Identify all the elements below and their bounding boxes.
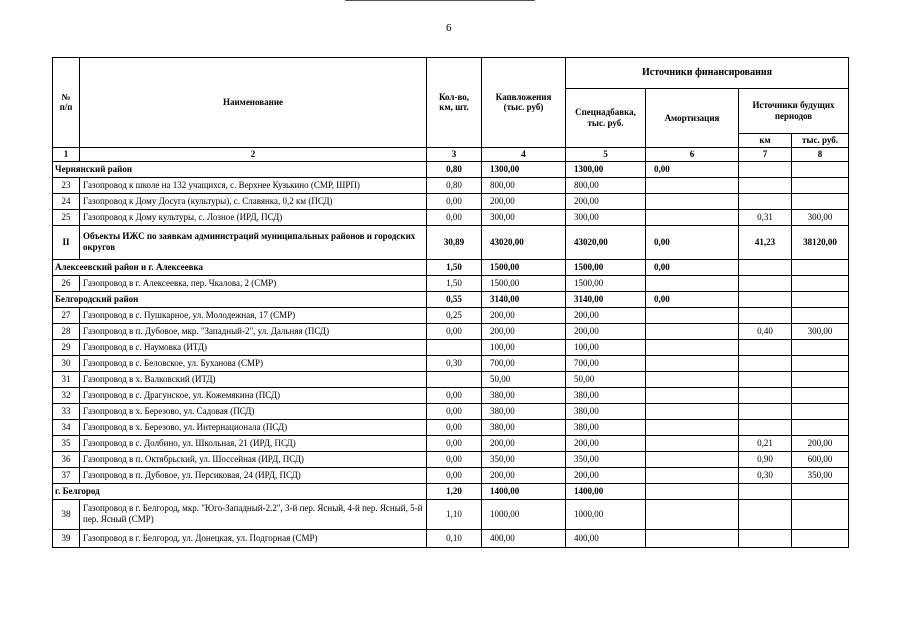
header-no: № п/п: [53, 58, 80, 148]
column-numbers-row: [53, 147, 849, 161]
cell-amortization: [646, 467, 739, 483]
cell-surcharge: 800,00: [566, 177, 646, 193]
cell-amortization: [646, 307, 739, 323]
cell-rub: [792, 499, 849, 529]
section-name: Алексеевский район и г. Алексеевка: [53, 259, 427, 275]
cell-capex: 700,00: [482, 355, 566, 371]
cell-capex: 200,00: [482, 193, 566, 209]
cell-km: [739, 307, 792, 323]
cell-capex: 100,00: [482, 339, 566, 355]
row-number: 26: [53, 275, 80, 291]
cell-surcharge: 200,00: [566, 323, 646, 339]
table-row: [53, 307, 849, 323]
row-name: Газопровод в г. Белгород, мкр. "Юго-Западный-2.2", 3-й пер. Ясный, 4-й пер. Ясный, 5-й пер. Ясный (СМР): [80, 499, 427, 529]
cell-capex: 50,00: [482, 371, 566, 387]
table-row: [53, 339, 849, 355]
row-name: Газопровод в п. Дубовое, мкр. "Западный-2", ул. Дальняя (ПСД): [80, 323, 427, 339]
cell-qty: 0,00: [427, 209, 482, 225]
cell-surcharge: 380,00: [566, 403, 646, 419]
row-number: 34: [53, 419, 80, 435]
header-sources: Источники финансирования: [566, 58, 849, 89]
cell-rub: [792, 387, 849, 403]
row-number: 38: [53, 499, 80, 529]
cell-amortization: [646, 177, 739, 193]
section-row: [53, 291, 849, 307]
row-name: Газопровод в х. Валковский (ИТД): [80, 371, 427, 387]
row-number: II: [53, 225, 80, 259]
table-row: [53, 403, 849, 419]
row-number: 28: [53, 323, 80, 339]
cell-surcharge: 200,00: [566, 467, 646, 483]
cell-rub: [792, 275, 849, 291]
cell-rub: 300,00: [792, 323, 849, 339]
cell-surcharge: 200,00: [566, 435, 646, 451]
row-name: Газопровод в с. Беловское, ул. Буханова (СМР): [80, 355, 427, 371]
cell-qty: 0,25: [427, 307, 482, 323]
row-number: 23: [53, 177, 80, 193]
table-row: [53, 177, 849, 193]
cell-km: 0,31: [739, 209, 792, 225]
cell-qty: 0,00: [427, 435, 482, 451]
cell-surcharge: 400,00: [566, 529, 646, 547]
cell-km: 41,23: [739, 225, 792, 259]
table-row: [53, 419, 849, 435]
row-name: Газопровод в с. Драгунское, ул. Кожемякина (ПСД): [80, 387, 427, 403]
cell-amortization: [646, 483, 739, 499]
col-number: 7: [739, 147, 792, 161]
cell-capex: 200,00: [482, 435, 566, 451]
cell-qty: 1,50: [427, 259, 482, 275]
cell-rub: [792, 483, 849, 499]
cell-rub: [792, 307, 849, 323]
cell-amortization: 0,00: [646, 259, 739, 275]
cell-rub: [792, 193, 849, 209]
cell-qty: 0,00: [427, 193, 482, 209]
financing-table: [52, 57, 849, 548]
col-number: 3: [427, 147, 482, 161]
section-name: Чернянский район: [53, 161, 427, 177]
cell-surcharge: 1500,00: [566, 275, 646, 291]
section-row: [53, 259, 849, 275]
cell-km: [739, 193, 792, 209]
row-number: 25: [53, 209, 80, 225]
cell-amortization: [646, 499, 739, 529]
cell-qty: 0,00: [427, 387, 482, 403]
cell-amortization: 0,00: [646, 225, 739, 259]
cell-surcharge: 380,00: [566, 387, 646, 403]
header-amortization: Амортизация: [646, 89, 739, 148]
cell-km: [739, 339, 792, 355]
cell-capex: 800,00: [482, 177, 566, 193]
cell-surcharge: 200,00: [566, 193, 646, 209]
cell-capex: 380,00: [482, 419, 566, 435]
cell-capex: 400,00: [482, 529, 566, 547]
cell-amortization: [646, 371, 739, 387]
section-row: [53, 161, 849, 177]
col-number: 1: [53, 147, 80, 161]
cell-rub: [792, 259, 849, 275]
cell-rub: 600,00: [792, 451, 849, 467]
cell-qty: 0,10: [427, 529, 482, 547]
cell-capex: 43020,00: [482, 225, 566, 259]
table-row: [53, 193, 849, 209]
table-row: [53, 209, 849, 225]
row-number: 32: [53, 387, 80, 403]
cell-surcharge: 100,00: [566, 339, 646, 355]
header-thousand-rub: тыс. руб.: [792, 134, 849, 148]
cell-amortization: 0,00: [646, 291, 739, 307]
cell-km: [739, 387, 792, 403]
table-row: [53, 467, 849, 483]
row-number: 27: [53, 307, 80, 323]
row-number: 31: [53, 371, 80, 387]
row-name: Газопровод в х. Березово, ул. Садовая (ПСД): [80, 403, 427, 419]
cell-km: [739, 177, 792, 193]
col-number: 8: [792, 147, 849, 161]
cell-rub: [792, 403, 849, 419]
row-name: Газопровод в х. Березово, ул. Интернационала (ПСД): [80, 419, 427, 435]
col-number: 5: [566, 147, 646, 161]
row-name: Газопровод в г. Алексеевка, пер. Чкалова, 2 (СМР): [80, 275, 427, 291]
cell-qty: 0,00: [427, 323, 482, 339]
cell-surcharge: 350,00: [566, 451, 646, 467]
row-number: 36: [53, 451, 80, 467]
cell-surcharge: 1300,00: [566, 161, 646, 177]
cell-km: 0,90: [739, 451, 792, 467]
cell-rub: [792, 355, 849, 371]
cell-capex: 350,00: [482, 451, 566, 467]
row-name: Газопровод в п. Дубовое, ул. Персиковая, 24 (ИРД, ПСД): [80, 467, 427, 483]
cell-rub: 350,00: [792, 467, 849, 483]
cell-qty: 0,55: [427, 291, 482, 307]
cell-surcharge: 1500,00: [566, 259, 646, 275]
cell-surcharge: 1400,00: [566, 483, 646, 499]
cell-km: [739, 371, 792, 387]
table-row: [53, 451, 849, 467]
cell-rub: [792, 339, 849, 355]
cell-qty: [427, 339, 482, 355]
cell-amortization: [646, 193, 739, 209]
cell-km: 0,21: [739, 435, 792, 451]
row-number: 35: [53, 435, 80, 451]
cell-amortization: [646, 435, 739, 451]
cell-km: [739, 403, 792, 419]
table-row: [53, 355, 849, 371]
cell-rub: 38120,00: [792, 225, 849, 259]
row-name: Газопровод в п. Октябрьский, ул. Шоссейная (ИРД, ПСД): [80, 451, 427, 467]
table-row: [53, 435, 849, 451]
cell-km: [739, 499, 792, 529]
cell-qty: 0,30: [427, 355, 482, 371]
cell-rub: [792, 371, 849, 387]
header-km: км: [739, 134, 792, 148]
cell-rub: 200,00: [792, 435, 849, 451]
row-number: 30: [53, 355, 80, 371]
cell-rub: 300,00: [792, 209, 849, 225]
cell-amortization: [646, 209, 739, 225]
cell-capex: 1000,00: [482, 499, 566, 529]
cell-km: [739, 483, 792, 499]
cell-km: 0,40: [739, 323, 792, 339]
table-row: [53, 387, 849, 403]
row-name: Газопровод к Дому Досуга (культуры), с. Славянка, 0,2 км (ПСД): [80, 193, 427, 209]
row-number: 33: [53, 403, 80, 419]
cell-amortization: [646, 387, 739, 403]
cell-capex: 380,00: [482, 403, 566, 419]
cell-rub: [792, 177, 849, 193]
row-number: 37: [53, 467, 80, 483]
cell-km: [739, 275, 792, 291]
cell-capex: 1500,00: [482, 275, 566, 291]
cell-qty: 0,80: [427, 177, 482, 193]
cell-capex: 200,00: [482, 307, 566, 323]
cell-km: [739, 291, 792, 307]
row-name: Газопровод в с. Долбино, ул. Школьная, 21 (ИРД, ПСД): [80, 435, 427, 451]
cell-km: [739, 259, 792, 275]
cell-capex: 380,00: [482, 387, 566, 403]
row-name: Газопровод в с. Пушкарное, ул. Молодежная, 17 (СМР): [80, 307, 427, 323]
section-name: г. Белгород: [53, 483, 427, 499]
cell-rub: [792, 161, 849, 177]
table-row: [53, 371, 849, 387]
cell-qty: 0,00: [427, 451, 482, 467]
cell-capex: 200,00: [482, 467, 566, 483]
cell-capex: 200,00: [482, 323, 566, 339]
cell-surcharge: 700,00: [566, 355, 646, 371]
cell-capex: 300,00: [482, 209, 566, 225]
cell-surcharge: 50,00: [566, 371, 646, 387]
table-row: [53, 323, 849, 339]
row-name: Газопровод в г. Белгород, ул. Донецкая, ул. Подгорная (СМР): [80, 529, 427, 547]
header-capex: Капвложения (тыс. руб): [482, 58, 566, 148]
cell-rub: [792, 291, 849, 307]
header-name: Наименование: [80, 58, 427, 148]
cell-capex: 1400,00: [482, 483, 566, 499]
table-row: [53, 499, 849, 529]
cell-qty: 1,50: [427, 275, 482, 291]
row-number: 29: [53, 339, 80, 355]
col-number: 6: [646, 147, 739, 161]
cell-amortization: [646, 339, 739, 355]
row-name: Объекты ИЖС по заявкам администраций муниципальных районов и городских округов: [80, 225, 427, 259]
cell-amortization: [646, 529, 739, 547]
cell-qty: 0,00: [427, 403, 482, 419]
cell-amortization: [646, 451, 739, 467]
section-name: Белгородский район: [53, 291, 427, 307]
cell-qty: 1,20: [427, 483, 482, 499]
cell-capex: 1500,00: [482, 259, 566, 275]
cell-km: [739, 355, 792, 371]
col-number: 4: [482, 147, 566, 161]
cell-km: [739, 529, 792, 547]
cell-qty: [427, 371, 482, 387]
cell-qty: 0,80: [427, 161, 482, 177]
cell-surcharge: 43020,00: [566, 225, 646, 259]
cell-amortization: [646, 355, 739, 371]
col-number: 2: [80, 147, 427, 161]
header-qty: Кол-во, км, шт.: [427, 58, 482, 148]
cell-km: 0,30: [739, 467, 792, 483]
cell-km: [739, 161, 792, 177]
row-name: Газопровод в с. Наумовка (ИТД): [80, 339, 427, 355]
cell-amortization: [646, 419, 739, 435]
cell-surcharge: 3140,00: [566, 291, 646, 307]
cell-qty: 1,10: [427, 499, 482, 529]
cell-amortization: [646, 275, 739, 291]
table-row: [53, 529, 849, 547]
section-row: [53, 483, 849, 499]
cell-rub: [792, 529, 849, 547]
cell-km: [739, 419, 792, 435]
row-name: Газопровод к Дому культуры, с. Лозное (ИРД, ПСД): [80, 209, 427, 225]
header-surcharge: Спецнадбавка, тыс. руб.: [566, 89, 646, 148]
top-rule: [345, 0, 535, 1]
row-number: 39: [53, 529, 80, 547]
table-row: [53, 275, 849, 291]
page-number: 6: [446, 22, 452, 34]
cell-surcharge: 1000,00: [566, 499, 646, 529]
row-number: 24: [53, 193, 80, 209]
cell-qty: 0,00: [427, 467, 482, 483]
cell-rub: [792, 419, 849, 435]
cell-surcharge: 380,00: [566, 419, 646, 435]
cell-amortization: [646, 403, 739, 419]
cell-amortization: [646, 323, 739, 339]
group-row: [53, 225, 849, 259]
cell-surcharge: 200,00: [566, 307, 646, 323]
cell-qty: 0,00: [427, 419, 482, 435]
row-name: Газопровод к школе на 132 учащихся, с. Верхнее Кузькино (СМР, ШРП): [80, 177, 427, 193]
cell-capex: 3140,00: [482, 291, 566, 307]
cell-surcharge: 300,00: [566, 209, 646, 225]
cell-capex: 1300,00: [482, 161, 566, 177]
header-future: Источники будущих периодов: [739, 89, 849, 134]
cell-qty: 30,89: [427, 225, 482, 259]
cell-amortization: 0,00: [646, 161, 739, 177]
